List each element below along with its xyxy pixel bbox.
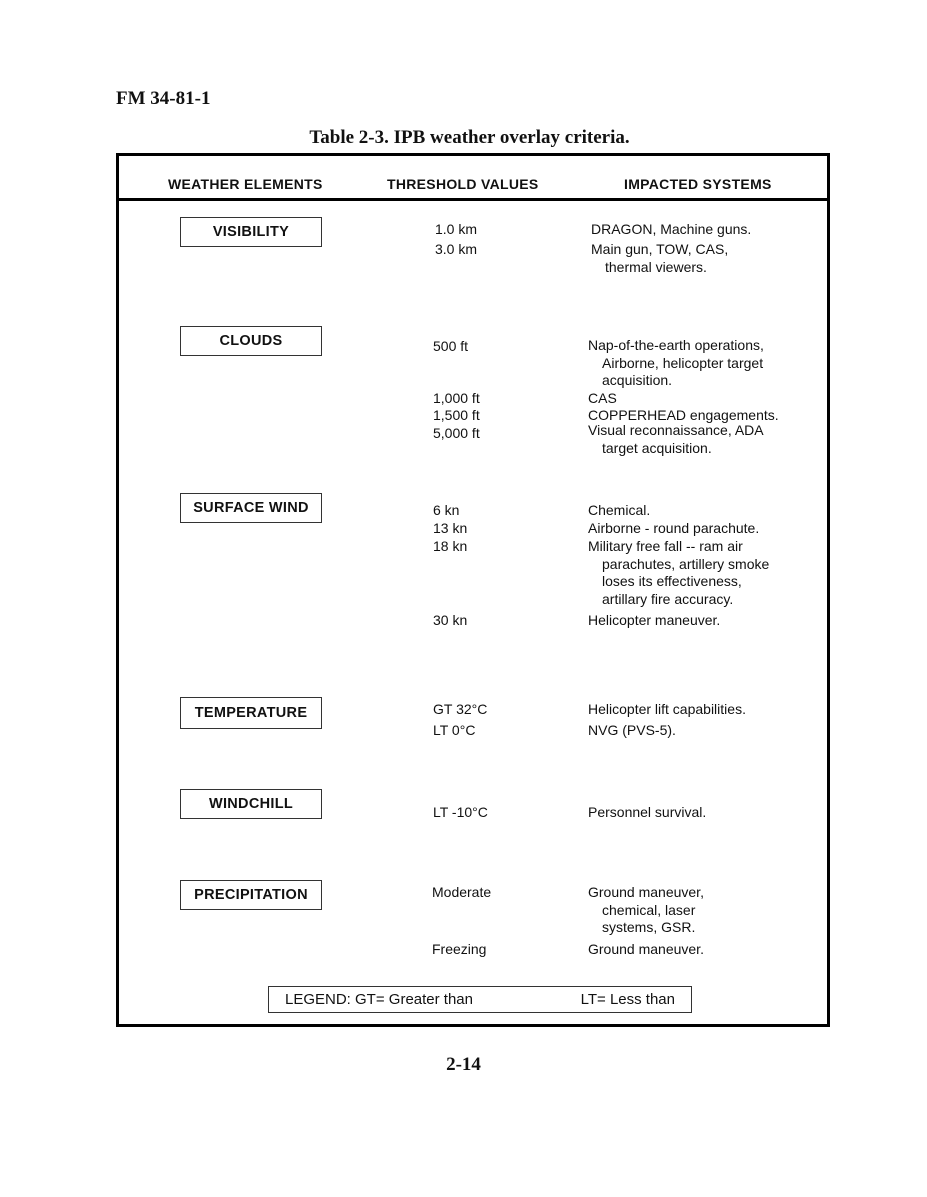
element-label-surface-wind: SURFACE WIND <box>180 493 322 523</box>
table-title: Table 2-3. IPB weather overlay criteria. <box>309 127 630 148</box>
impacted-system-line: loses its effectiveness, <box>602 573 742 589</box>
impacted-system: Airborne - round parachute. <box>588 520 760 536</box>
threshold-value: 1.0 km <box>435 221 478 237</box>
impacted-system-line: Main gun, TOW, CAS, <box>591 241 729 257</box>
threshold-value: 3.0 km <box>435 241 478 257</box>
column-header-impacted-systems: IMPACTED SYSTEMS <box>624 176 772 192</box>
impacted-system-line: Military free fall -- ram air <box>588 538 743 554</box>
impacted-system-line: Airborne, helicopter target <box>602 354 764 371</box>
impacted-system-line: Ground maneuver, <box>588 884 704 900</box>
impacted-system <box>588 538 769 608</box>
impacted-system: NVG (PVS-5). <box>588 722 676 738</box>
impacted-system-line: acquisition. <box>602 372 673 388</box>
threshold-value: 1,500 ft <box>433 407 480 423</box>
doc-id: FM 34-81-1 <box>116 88 211 109</box>
impacted-system-line: systems, GSR. <box>602 919 696 935</box>
threshold-value: GT 32°C <box>433 701 488 717</box>
impacted-system: Personnel survival. <box>588 804 707 820</box>
element-label-clouds: CLOUDS <box>180 326 322 356</box>
threshold-value: LT -10°C <box>433 804 488 820</box>
threshold-value: LT 0°C <box>433 722 476 738</box>
legend-greater-than: LEGEND: GT= Greater than <box>285 991 473 1008</box>
column-header-threshold-values: THRESHOLD VALUES <box>387 176 539 192</box>
threshold-value: 5,000 ft <box>433 425 480 441</box>
threshold-value: 1,000 ft <box>433 390 480 406</box>
impacted-system: Helicopter maneuver. <box>588 612 721 628</box>
element-label-precipitation: PRECIPITATION <box>180 880 322 910</box>
header-rule <box>116 198 830 201</box>
impacted-system: CAS <box>588 390 617 406</box>
threshold-value: 30 kn <box>433 612 468 628</box>
threshold-value: 18 kn <box>433 538 468 554</box>
impacted-system: Ground maneuver. <box>588 941 704 957</box>
impacted-system: Chemical. <box>588 502 651 518</box>
impacted-system-line: chemical, laser <box>602 901 696 918</box>
threshold-value: Freezing <box>432 941 487 957</box>
threshold-value: Moderate <box>432 884 492 900</box>
impacted-system-line: parachutes, artillery smoke <box>602 555 770 572</box>
impacted-system-line: thermal viewers. <box>605 258 707 275</box>
impacted-system-line: Visual reconnaissance, ADA <box>588 422 764 438</box>
impacted-system-line: target acquisition. <box>602 439 712 456</box>
element-label-temperature: TEMPERATURE <box>180 697 322 729</box>
threshold-value: 6 kn <box>433 502 460 518</box>
element-label-windchill: WINDCHILL <box>180 789 322 819</box>
impacted-system <box>588 422 764 457</box>
legend-less-than: LT= Less than <box>580 991 675 1008</box>
page-number: 2-14 <box>446 1054 481 1075</box>
impacted-system <box>588 884 704 937</box>
impacted-system-line: Nap-of-the-earth operations, <box>588 337 764 353</box>
column-header-weather-elements: WEATHER ELEMENTS <box>168 176 323 192</box>
impacted-system <box>588 337 764 390</box>
impacted-system-line: artillary fire accuracy. <box>602 590 734 607</box>
impacted-system: Helicopter lift capabilities. <box>588 701 746 717</box>
impacted-system: DRAGON, Machine guns. <box>591 221 752 237</box>
threshold-value: 500 ft <box>433 338 469 354</box>
legend <box>268 986 692 1013</box>
impacted-system: COPPERHEAD engagements. <box>588 407 779 423</box>
element-label-visibility: VISIBILITY <box>180 217 322 247</box>
threshold-value: 13 kn <box>433 520 468 536</box>
impacted-system <box>591 241 728 276</box>
